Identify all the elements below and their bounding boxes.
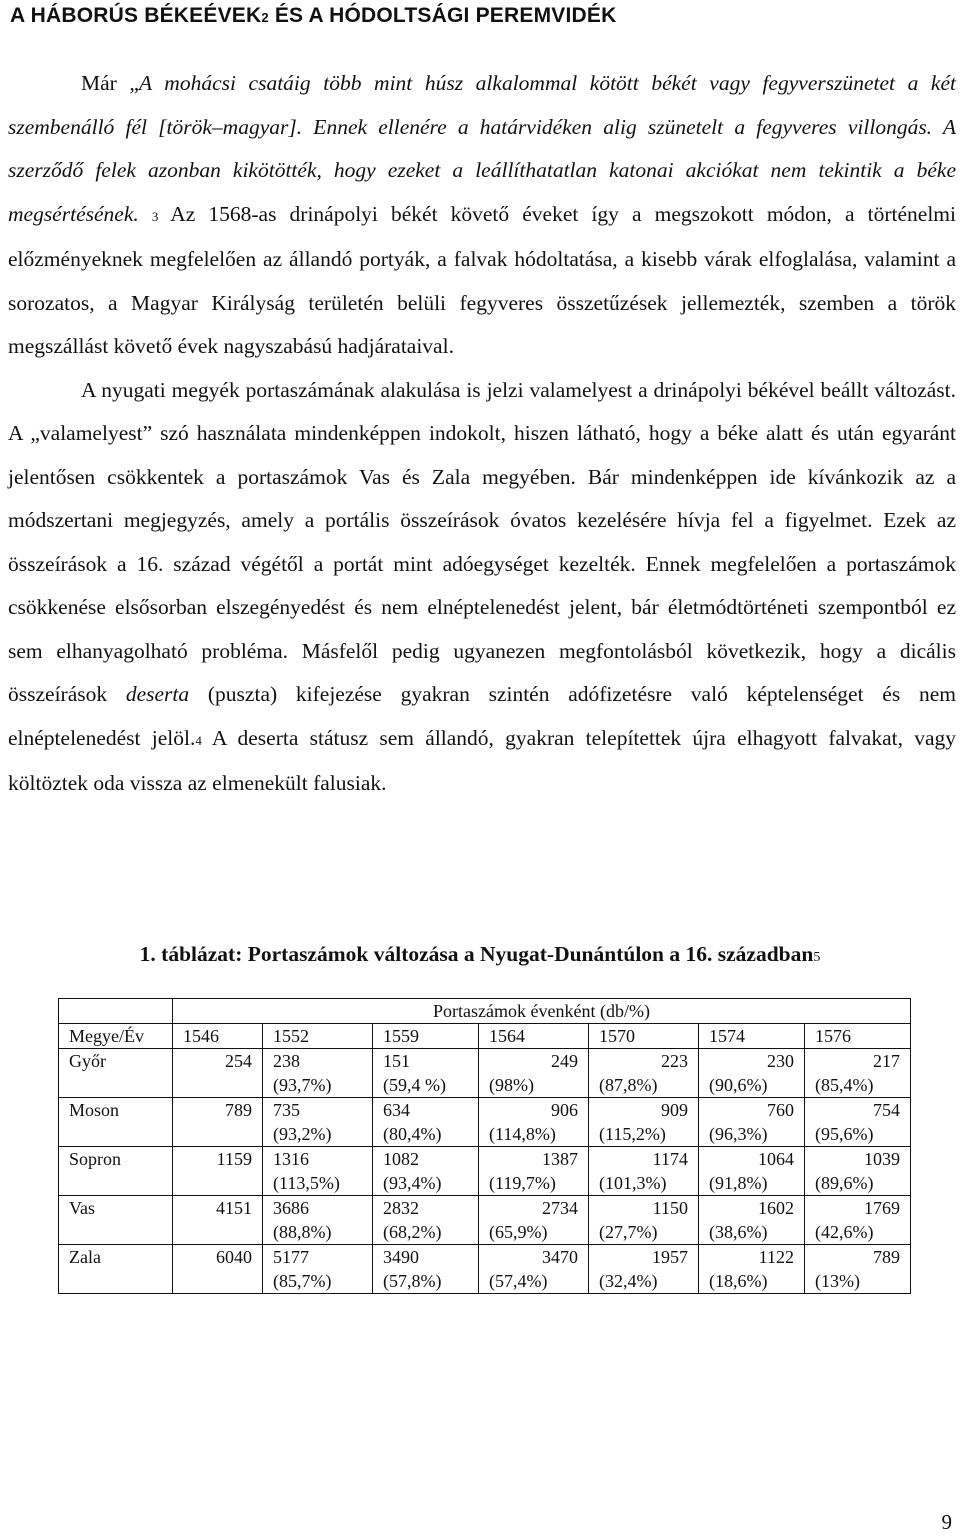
percent-value: (93,2%): [273, 1124, 332, 1144]
count-value: 151: [383, 1051, 410, 1071]
percent-value: (85,7%): [273, 1271, 332, 1291]
count-value: 1316: [273, 1149, 309, 1169]
footnote-mark: 2: [261, 10, 269, 25]
count-value: 760: [767, 1100, 794, 1120]
row-header-label: Megye/Év: [59, 1024, 173, 1049]
heading-text-cont: ÉS A HÓDOLTSÁGI PEREMVIDÉK: [268, 4, 617, 27]
base-value-cell: [173, 1147, 263, 1196]
value-cell: [805, 1049, 911, 1098]
value-cell: [373, 1049, 479, 1098]
value-cell: [699, 1147, 805, 1196]
value-cell: [589, 1245, 699, 1294]
percent-value: (57,8%): [383, 1271, 442, 1291]
paragraph-2-part2: (puszta) kifejezése gyakran szintén adófizetésre való képtelenséget és nem elnéptelenedést jelöl.: [8, 682, 956, 750]
county-cell: Győr: [59, 1049, 173, 1098]
base-value-cell: [173, 1245, 263, 1294]
count-value: 1039: [864, 1149, 900, 1169]
year-cell: 1576: [805, 1024, 911, 1049]
percent-value: (115,2%): [599, 1124, 666, 1144]
value-cell: [373, 1245, 479, 1294]
paragraph-2-part1: A nyugati megyék portaszámának alakulása is jelzi valamelyest a drinápolyi békével beállt változást. A „valamelyest” szó használata mindenképpen indokolt, hiszen látható, hogy a béke alatt és után egyaránt jelentősen csökkentek a portaszámok Vas és Zala megyében. Bár mindenképpen ide kívánkozik az a módszertani megjegyzés, amely a portális összeírások óvatos kezelésére hívja fel a figyelmet. Ezek az összeírások a 16. század végétől a portát mint adóegységet kezelték. Ennek megfelelően a portaszámok csökkenése elsősorban elszegényedést és nem elnéptelenedést jelent, bár életmódtörténeti szempontból ez sem elhanyagolható probléma. Másfelől pedig ugyanezen megfontolásból következik, hogy a dicális összeírások: [8, 377, 956, 706]
count-value: 230: [767, 1051, 794, 1071]
value-cell: [479, 1098, 589, 1147]
table-caption-text: 1. táblázat: Portaszámok változása a Nyugat-Dunántúlon a 16. században: [139, 942, 814, 966]
count-value: 1150: [652, 1198, 688, 1218]
value-cell: [263, 1245, 373, 1294]
base-value-cell: [173, 1049, 263, 1098]
italic-term: deserta: [125, 682, 190, 706]
year-cell: 1570: [589, 1024, 699, 1049]
percent-value: (95,6%): [815, 1124, 874, 1144]
base-value: 1159: [216, 1149, 252, 1169]
count-value: 1602: [758, 1198, 794, 1218]
count-value: 1122: [758, 1247, 794, 1267]
percent-value: (89,6%): [815, 1173, 874, 1193]
table-group-header: Portaszámok évenként (db/%): [173, 999, 911, 1024]
value-cell: [699, 1098, 805, 1147]
percent-value: (68,2%): [383, 1222, 442, 1242]
quotation: A mohácsi csatáig több mint húsz alkalommal kötött békét vagy fegyverszünetet a két szembenálló fél [török–magyar]. Ennek ellenére a határvidéken alig szünetelt a fegyveres villongás. A szerződő felek azonban kikötötték, hogy ezeket a leállíthatatlan katonai akciókat nem tekintik a béke megsértésének.: [8, 71, 956, 226]
value-cell: [805, 1098, 911, 1147]
value-cell: [373, 1196, 479, 1245]
value-cell: [805, 1196, 911, 1245]
count-value: 906: [551, 1100, 578, 1120]
table-row: [59, 1147, 911, 1196]
heading-text: A HÁBORÚS BÉKEÉVEK: [10, 4, 262, 27]
count-value: 223: [661, 1051, 688, 1071]
county-cell: Vas: [59, 1196, 173, 1245]
percent-value: (32,4%): [599, 1271, 658, 1291]
table-group-header-row: [59, 999, 911, 1024]
base-value: 789: [225, 1100, 252, 1120]
count-value: 1082: [383, 1149, 419, 1169]
value-cell: [589, 1196, 699, 1245]
value-cell: [699, 1196, 805, 1245]
value-cell: [589, 1147, 699, 1196]
percent-value: (42,6%): [815, 1222, 874, 1242]
porta-table: [58, 998, 911, 1294]
percent-value: (13%): [815, 1271, 860, 1291]
count-value: 2734: [542, 1198, 578, 1218]
value-cell: [263, 1196, 373, 1245]
value-cell: [263, 1147, 373, 1196]
percent-value: (114,8%): [489, 1124, 556, 1144]
value-cell: [479, 1049, 589, 1098]
count-value: 2832: [383, 1198, 419, 1218]
value-cell: [263, 1049, 373, 1098]
year-cell: 1546: [173, 1024, 263, 1049]
count-value: 238: [273, 1051, 300, 1071]
percent-value: (101,3%): [599, 1173, 667, 1193]
count-value: 5177: [273, 1247, 309, 1267]
paragraph-1: [8, 62, 956, 369]
value-cell: [479, 1245, 589, 1294]
county-cell: Moson: [59, 1098, 173, 1147]
footnote-mark: 4: [195, 732, 202, 748]
table-row: [59, 1049, 911, 1098]
percent-value: (91,8%): [709, 1173, 768, 1193]
percent-value: (38,6%): [709, 1222, 768, 1242]
paragraph-1-lead: Már „: [81, 71, 139, 95]
percent-value: (93,4%): [383, 1173, 442, 1193]
base-value-cell: [173, 1196, 263, 1245]
value-cell: [479, 1147, 589, 1196]
table-row: [59, 1196, 911, 1245]
table-row: [59, 1245, 911, 1294]
paragraph-1-rest: Az 1568-as drinápolyi békét követő éveket így a megszokott módon, a történelmi előzményeknek megfelelően az állandó portyák, a falvak hódoltatása, a kisebb várak elfoglalása, valamint a sorozatos, a Magyar Királyság területén belüli fegyveres összetűzések jellemezték, szemben a török megszállást követő évek nagyszabású hadjárataival.: [8, 201, 956, 358]
paragraph-2: [8, 369, 956, 806]
percent-value: (113,5%): [273, 1173, 340, 1193]
percent-value: (18,6%): [709, 1271, 768, 1291]
base-value: 254: [225, 1051, 252, 1071]
percent-value: (87,8%): [599, 1075, 658, 1095]
count-value: 3470: [542, 1247, 578, 1267]
county-cell: Sopron: [59, 1147, 173, 1196]
value-cell: [805, 1245, 911, 1294]
count-value: 789: [873, 1247, 900, 1267]
value-cell: [589, 1098, 699, 1147]
page-number: 9: [941, 1510, 952, 1534]
percent-value: (59,4 %): [383, 1075, 446, 1095]
section-heading: [10, 4, 616, 28]
count-value: 249: [551, 1051, 578, 1071]
count-value: 1387: [542, 1149, 578, 1169]
percent-value: (93,7%): [273, 1075, 332, 1095]
percent-value: (80,4%): [383, 1124, 442, 1144]
value-cell: [263, 1098, 373, 1147]
percent-value: (85,4%): [815, 1075, 874, 1095]
percent-value: (57,4%): [489, 1271, 548, 1291]
body-text: [8, 62, 956, 806]
paragraph-2-part3: A deserta státusz sem állandó, gyakran telepítettek újra elhagyott falvakat, vagy költöztek oda vissza az elmenekült falusiak.: [8, 725, 956, 795]
count-value: 634: [383, 1100, 410, 1120]
base-value: 6040: [216, 1247, 252, 1267]
percent-value: (90,6%): [709, 1075, 768, 1095]
value-cell: [373, 1098, 479, 1147]
base-value: 4151: [216, 1198, 252, 1218]
count-value: 1957: [652, 1247, 688, 1267]
county-cell: Zala: [59, 1245, 173, 1294]
value-cell: [373, 1147, 479, 1196]
count-value: 1064: [758, 1149, 794, 1169]
year-cell: 1559: [373, 1024, 479, 1049]
table-row: [59, 1098, 911, 1147]
count-value: 1174: [652, 1149, 688, 1169]
count-value: 909: [661, 1100, 688, 1120]
year-cell: 1552: [263, 1024, 373, 1049]
percent-value: (119,7%): [489, 1173, 556, 1193]
percent-value: (96,3%): [709, 1124, 768, 1144]
count-value: 754: [873, 1100, 900, 1120]
value-cell: [699, 1245, 805, 1294]
percent-value: (27,7%): [599, 1222, 658, 1242]
count-value: 3686: [273, 1198, 309, 1218]
value-cell: [699, 1049, 805, 1098]
percent-value: (88,8%): [273, 1222, 332, 1242]
value-cell: [589, 1049, 699, 1098]
value-cell: [479, 1196, 589, 1245]
percent-value: (98%): [489, 1075, 534, 1095]
table-year-row: [59, 1024, 911, 1049]
count-value: 217: [873, 1051, 900, 1071]
table-caption: [0, 942, 960, 967]
footnote-mark: 5: [813, 950, 821, 965]
count-value: 3490: [383, 1247, 419, 1267]
value-cell: [805, 1147, 911, 1196]
base-value-cell: [173, 1098, 263, 1147]
percent-value: (65,9%): [489, 1222, 548, 1242]
footnote-mark: 3: [151, 208, 159, 224]
year-cell: 1574: [699, 1024, 805, 1049]
table-corner-cell: [59, 999, 173, 1024]
year-cell: 1564: [479, 1024, 589, 1049]
count-value: 735: [273, 1100, 300, 1120]
count-value: 1769: [864, 1198, 900, 1218]
